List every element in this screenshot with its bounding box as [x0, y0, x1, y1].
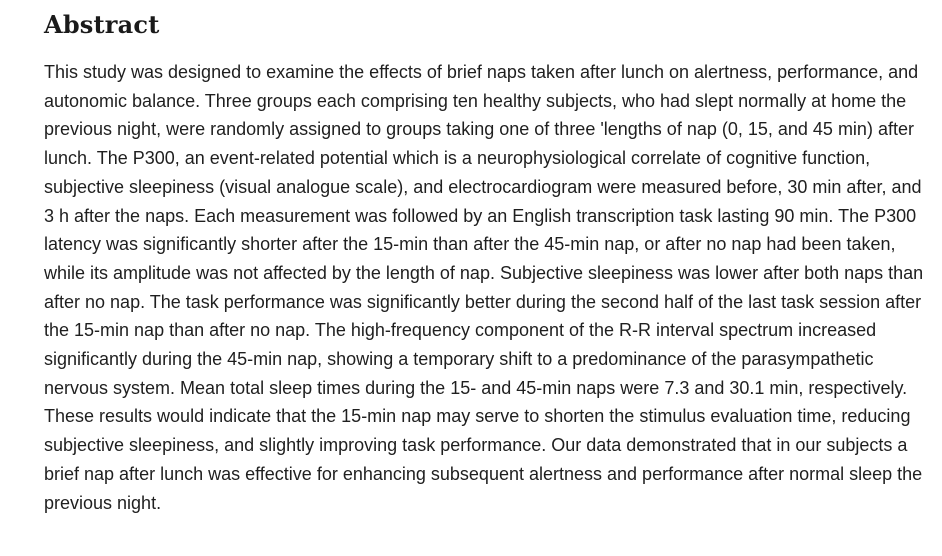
abstract-text: This study was designed to examine the effects of brief naps taken after lunch on alertness, performance, and autonomic balance. Three groups each comprising ten healthy subjects, who had slept normally at home the previous night, were randomly assigned to groups taking one of three 'lengths of nap (0, 15, and 45 min) after lunch. The P300, an event-related potential which is a neurophysiological correlate of cognitive function, subjective sleepiness (visual analogue scale), and electrocardiogram were measured before, 30 min after, and 3 h after the naps. Each measurement was followed by an English transcription task lasting 90 min. The P300 latency was significantly shorter after the 15-min than after the 45-min nap, or after no nap had been taken, while its amplitude was not affected by the length of nap. Subjective sleepiness was lower after both naps than after no nap. The task performance was significantly better during the second half of the last task session after the 15-min nap than after no nap. The high-frequency component of the R-R interval spectrum increased significantly during the 45-min nap, showing a temporary shift to a predominance of the parasympathetic nervous system. Mean total sleep times during the 15- and 45-min naps were 7.3 and 30.1 min, respectively. These results would indicate that the 15-min nap may serve to shorten the stimulus evaluation time, reducing subjective sleepiness, and slightly improving task performance. Our data demonstrated that in our subjects a brief nap after lunch was effective for enhancing subsequent alertness and performance after normal sleep the previous night.: [44, 62, 924, 513]
abstract-section: [44, 0, 924, 517]
abstract-heading: Abstract: [44, 10, 160, 39]
